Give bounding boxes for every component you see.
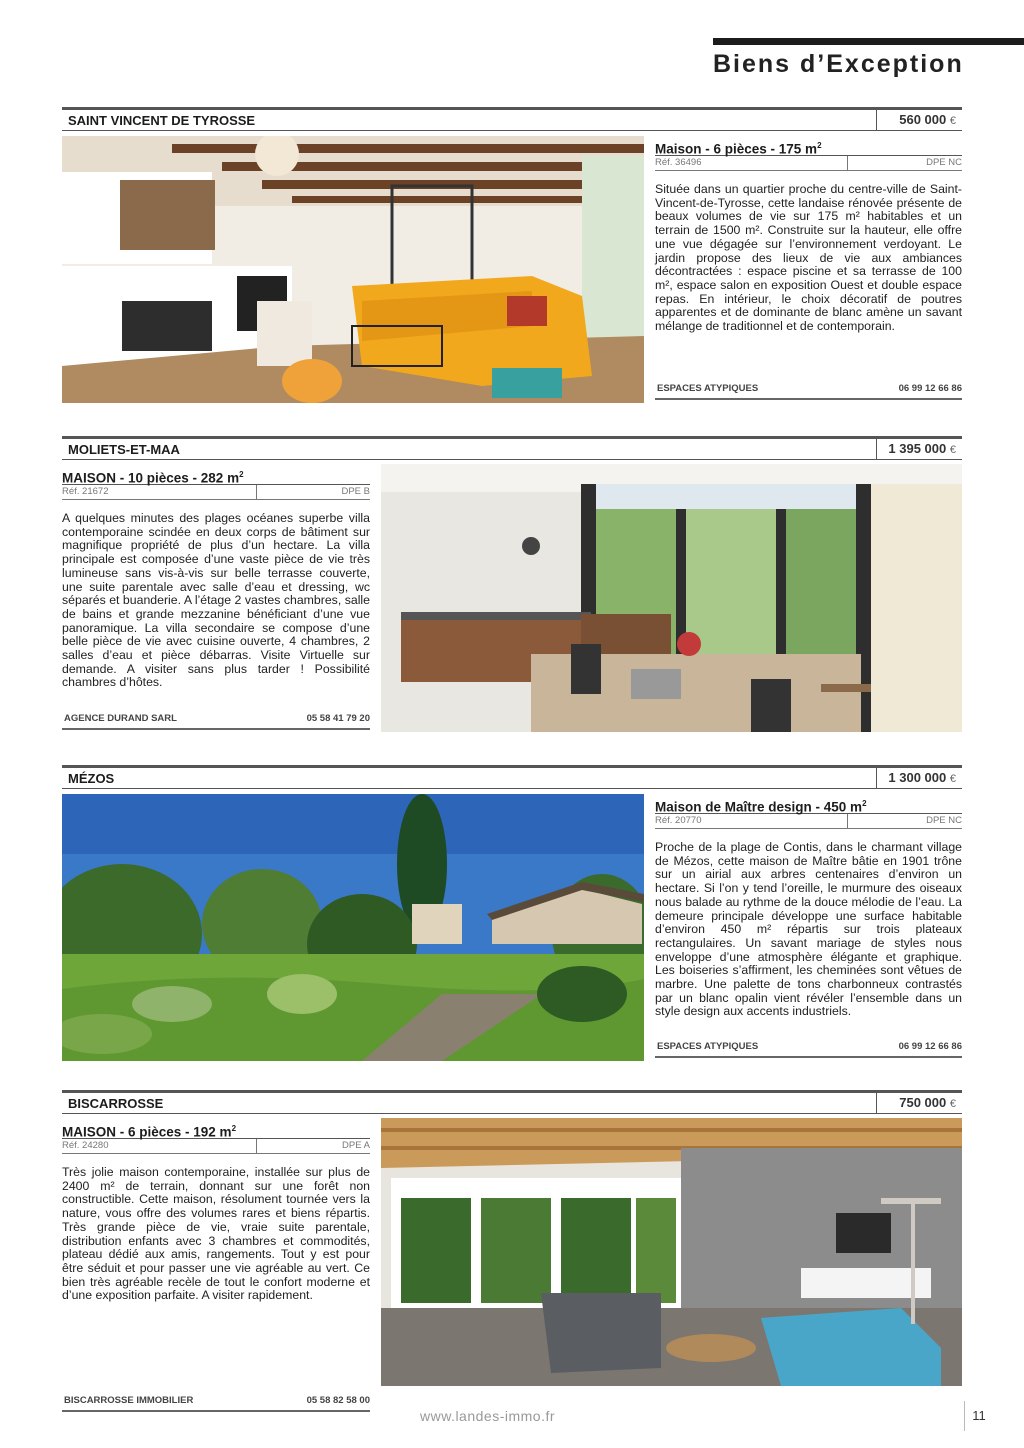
listing-title: Maison de Maître design - 450 $m^2$: [655, 794, 962, 814]
listing-description: A quelques minutes des plages océanes superbe villa contemporaine scindée en deux corps de bâtiment sur magnifique propriété de plus d’un hectare. La villa principale est composée d’une vaste pièce de vie très lumineuse sans vis-à-vis sur belle terrasse couverte, une suite parentale avec salle d’eau et dressing, wc séparés et buanderie. A l’étage 2 vastes chambres, salle de bains et grande mezzanine bénéficiant d’une vue panoramique. La villa secondaire se compose d’une belle pièce de vie avec cuisine ouverte, 4 chambres, 2 salles d’eau et pièce débarras. Visite Virtuelle sur demande. A visiter sans plus tarder ! Possibilité chambres d’hôtes.: [62, 511, 370, 690]
listing-footer: [655, 1039, 962, 1058]
listing-ref: Réf. 21672: [62, 486, 109, 497]
listing-info: [62, 1119, 370, 1406]
listing-description: Proche de la plage de Contis, dans le charmant village de Mézos, cette maison de Maître bâtie en 1901 trône sur un airial aux arbres centenaires d’environ un hectare. Si l’on y tend l’oreille, le murmure des oiseaux nous balade au rythme de la douce mélodie de l’eau. La demeure principale développe une surface habitable d’environ 450 m² répartis sur trois plateaux rectangulaires. Un savant mariage de styles nous enveloppe d’une atmosphère élégante et graphique. Les boiseries s’affirment, les cheminées sont vêtues de marbre. Une palette de tons charbonneux contrastés par un blanc opalin vient révéler l’ensemble dans un style design aux accents industriels.: [655, 840, 962, 1019]
agency-phone[interactable]: 05 58 82 58 00: [306, 1395, 370, 1406]
listing-description: Très jolie maison contemporaine, installée sur plus de 2400 m² de terrain, donnant sur une forêt non constructible. Cette maison, résolument tournée vers la nature, vous offre des volumes rares et biens répartis. Très grande pièce de vie, vraie suite parentale, distribution enfants avec 3 chambres et commodités, plateau dédié aux amis, rangements. Tout y est pour être séduit et pour passer une vie agréable au vert. Ce bien très agréable recèle de tout le confort moderne et d’une exposition parfaite. A visiter rapidement.: [62, 1165, 370, 1303]
property-photo[interactable]: [381, 464, 962, 732]
listing-ref: Réf. 20770: [655, 815, 702, 826]
agency-name[interactable]: ESPACES ATYPIQUES: [657, 1041, 759, 1052]
listing-info: [655, 136, 962, 405]
listing-dpe: DPE NC: [926, 157, 962, 168]
ref-row: [62, 485, 370, 500]
agency-phone[interactable]: 05 58 41 79 20: [306, 713, 370, 724]
listing-card[interactable]: [62, 436, 962, 734]
agency-name[interactable]: ESPACES ATYPIQUES: [657, 383, 759, 394]
website-url[interactable]: www.landes-immo.fr: [420, 1408, 556, 1424]
property-photo[interactable]: [62, 136, 644, 403]
listing-title: Maison - 6 pièces - 175 $m^2$: [655, 136, 962, 156]
listing-card[interactable]: [62, 765, 962, 1063]
listing-header: [62, 1090, 962, 1114]
listing-city: MÉZOS: [68, 771, 115, 786]
page-title: Biens d’Exception: [713, 50, 964, 78]
listing-price: 1 395 000 €: [876, 439, 962, 459]
property-photo[interactable]: [62, 794, 644, 1061]
agency-name[interactable]: BISCARROSSE IMMOBILIER: [64, 1395, 194, 1406]
page-number: 11: [964, 1401, 993, 1431]
listing-city: SAINT VINCENT DE TYROSSE: [68, 113, 256, 128]
listing-header: [62, 107, 962, 131]
agency-phone[interactable]: 06 99 12 66 86: [898, 1041, 962, 1052]
listing-header: [62, 436, 962, 460]
listing-info: [655, 794, 962, 1063]
ref-row: [655, 814, 962, 829]
listing-footer: [62, 1393, 370, 1412]
property-photo[interactable]: [381, 1118, 962, 1386]
listing-city: BISCARROSSE: [68, 1096, 164, 1111]
listing-city: MOLIETS-ET-MAA: [68, 442, 180, 457]
listing-footer: [655, 381, 962, 400]
listing-description: Située dans un quartier proche du centre-ville de Saint-Vincent-de-Tyrosse, cette landaise rénovée présente de beaux volumes de vie sur 175 m² habitables et un terrain de 1500 m². Construite sur la hauteur, elle offre une vue dégagée sur l’environnement verdoyant. Le jardin propose des lieux de vie aux ambiances décontractées : espace piscine et sa terrasse de 100 m², espace salon en exposition Ouest et double espace repas. En intérieur, le choix décoratif de poutres apparentes et de dominante de blanc amène un savant mélange de traditionnel et de contemporain.: [655, 182, 962, 334]
listing-dpe: DPE A: [342, 1140, 370, 1151]
listing-title: MAISON - 6 pièces - 192 $m^2$: [62, 1119, 370, 1139]
listing-footer: [62, 711, 370, 730]
listing-price: 750 000 €: [876, 1093, 962, 1113]
listing-card[interactable]: [62, 107, 962, 405]
listing-title: MAISON - 10 pièces - 282 $m^2$: [62, 465, 370, 485]
listing-price: 560 000 €: [876, 110, 962, 130]
listing-ref: Réf. 24280: [62, 1140, 109, 1151]
listing-dpe: DPE NC: [926, 815, 962, 826]
header-bar: [713, 38, 1024, 45]
listing-header: [62, 765, 962, 789]
listing-info: [62, 465, 370, 734]
listing-dpe: DPE B: [341, 486, 370, 497]
listing-ref: Réf. 36496: [655, 157, 702, 168]
ref-row: [62, 1139, 370, 1154]
ref-row: [655, 156, 962, 171]
agency-name[interactable]: AGENCE DURAND SARL: [64, 713, 177, 724]
listing-card[interactable]: [62, 1090, 962, 1406]
listing-price: 1 300 000 €: [876, 768, 962, 788]
agency-phone[interactable]: 06 99 12 66 86: [898, 383, 962, 394]
